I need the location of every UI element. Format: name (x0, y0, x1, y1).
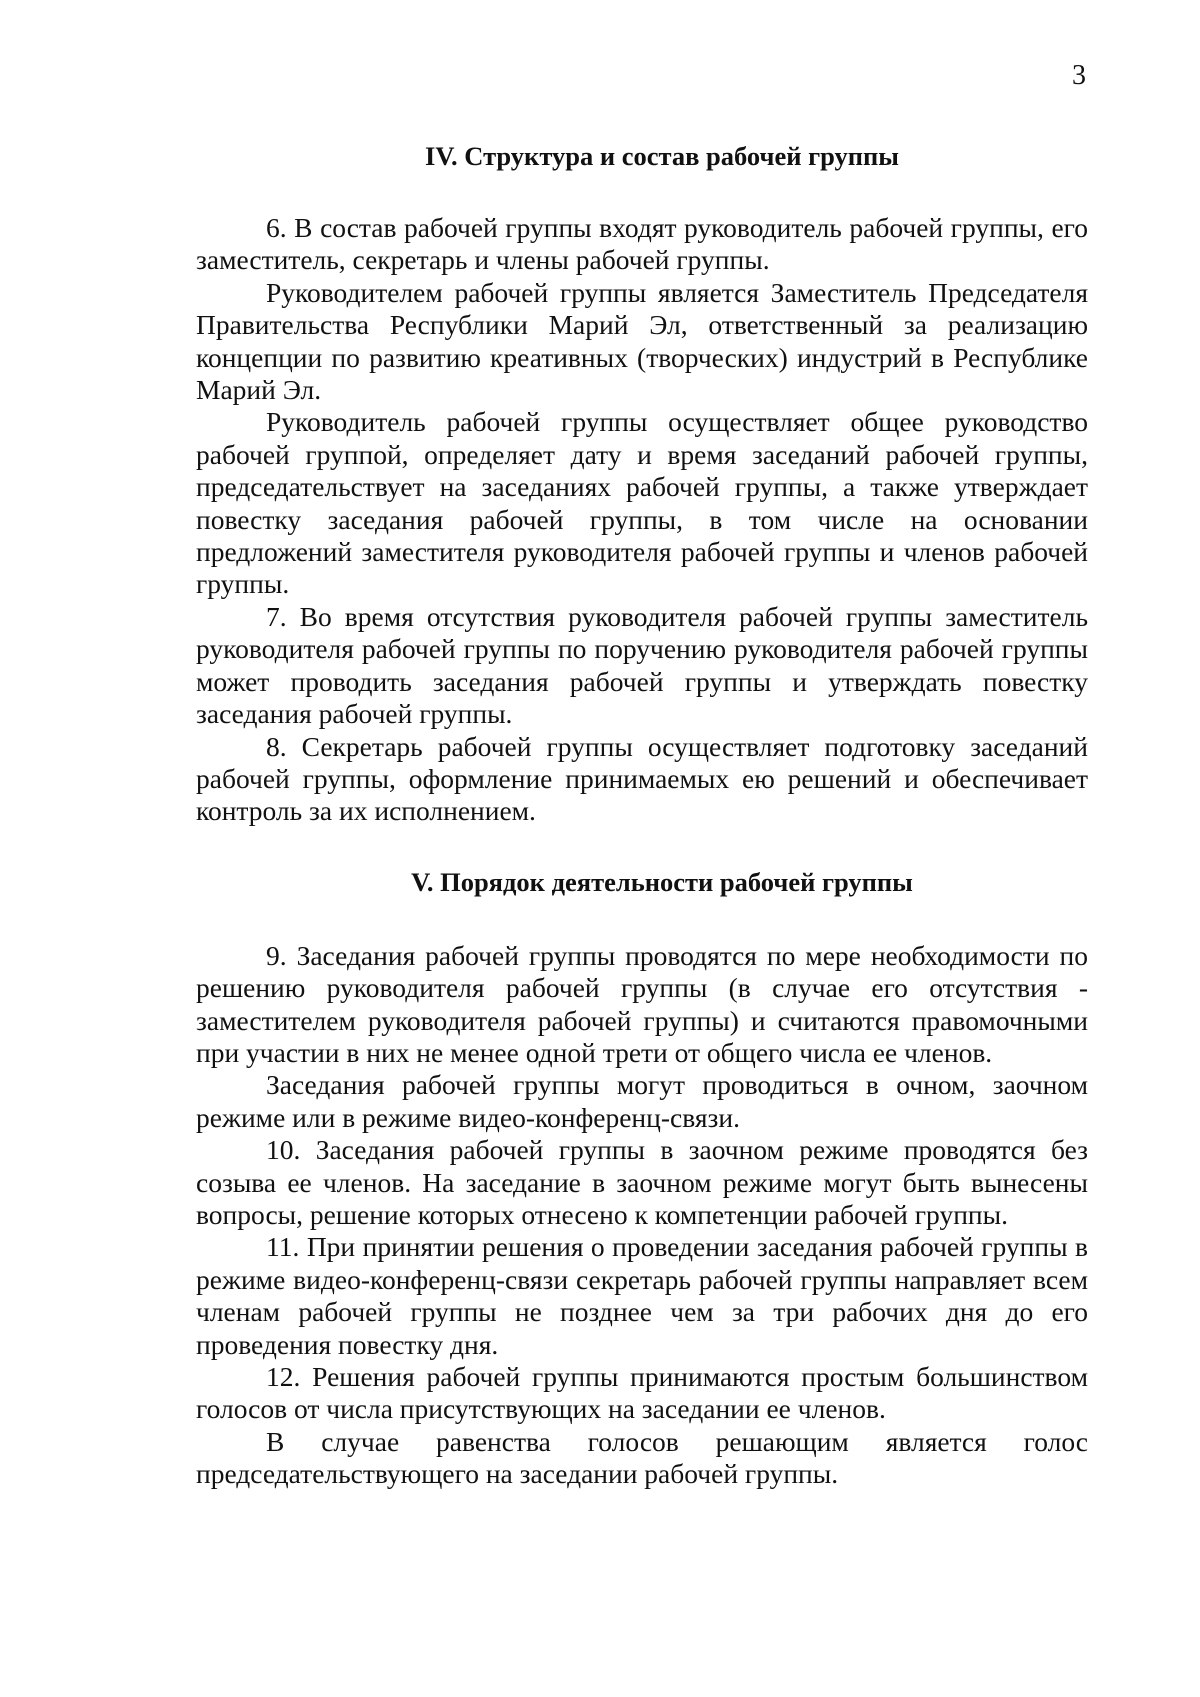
paragraph-meeting-modes: Заседания рабочей группы могут проводиться в очном, заочном режиме или в режиме видео-конференц-связи. (196, 1069, 1088, 1133)
paragraph-10: 10. Заседания рабочей группы в заочном режиме проводятся без созыва ее членов. На заседание в заочном режиме могут быть вынесены вопросы, решение которых отнесено к компетенции рабочей группы. (196, 1134, 1088, 1230)
paragraph-8: 8. Секретарь рабочей группы осуществляет подготовку заседаний рабочей группы, оформление принимаемых ею решений и обеспечивает контроль за их исполнением. (196, 730, 1088, 827)
paragraph-6: 6. В состав рабочей группы входят руководитель рабочей группы, его заместитель, секретарь и члены рабочей группы. (196, 212, 1088, 276)
paragraph-tie-vote: В случае равенства голосов решающим является голос председательствующего на заседании рабочей группы. (196, 1425, 1088, 1490)
paragraph-9: 9. Заседания рабочей группы проводятся по мере необходимости по решению руководителя рабочей группы (в случае его отсутствия - заместителем руководителя рабочей группы) и считаются правомочными при участии в них не менее одной трети от общего числа ее членов. (196, 939, 1088, 1068)
section-heading-structure: IV. Структура и состав рабочей группы (425, 141, 899, 171)
paragraph-12: 12. Решения рабочей группы принимаются простым большинством голосов от числа присутствующих на заседании ее членов. (196, 1361, 1088, 1425)
document-body (196, 138, 1088, 1491)
paragraph-leader-duties: Руководитель рабочей группы осуществляет общее руководство рабочей группой, определяет дату и время заседаний рабочей группы, председательствует на заседаниях рабочей группы, а также утверждает повестку заседания рабочей группы, в том числе на основании предложений заместителя руководителя рабочей группы и членов рабочей группы. (196, 406, 1088, 600)
section-heading-procedure: V. Порядок деятельности рабочей группы (411, 866, 913, 897)
paragraph-11: 11. При принятии решения о проведении заседания рабочей группы в режиме видео-конференц-связи секретарь рабочей группы направляет всем членам рабочей группы не позднее чем за три рабочих дня до его проведения повестку дня. (196, 1231, 1088, 1360)
page-number: 3 (1072, 60, 1086, 91)
paragraph-7: 7. Во время отсутствия руководителя рабочей группы заместитель руководителя рабочей группы по поручению руководителя рабочей группы может проводить заседания рабочей группы и утверждать повестку заседания рабочей группы. (196, 600, 1088, 730)
paragraph-leader: Руководителем рабочей группы является Заместитель Председателя Правительства Республики Марий Эл, ответственный за реализацию концепции по развитию креативных (творческих) индустрий в Республике Марий Эл. (196, 276, 1088, 406)
